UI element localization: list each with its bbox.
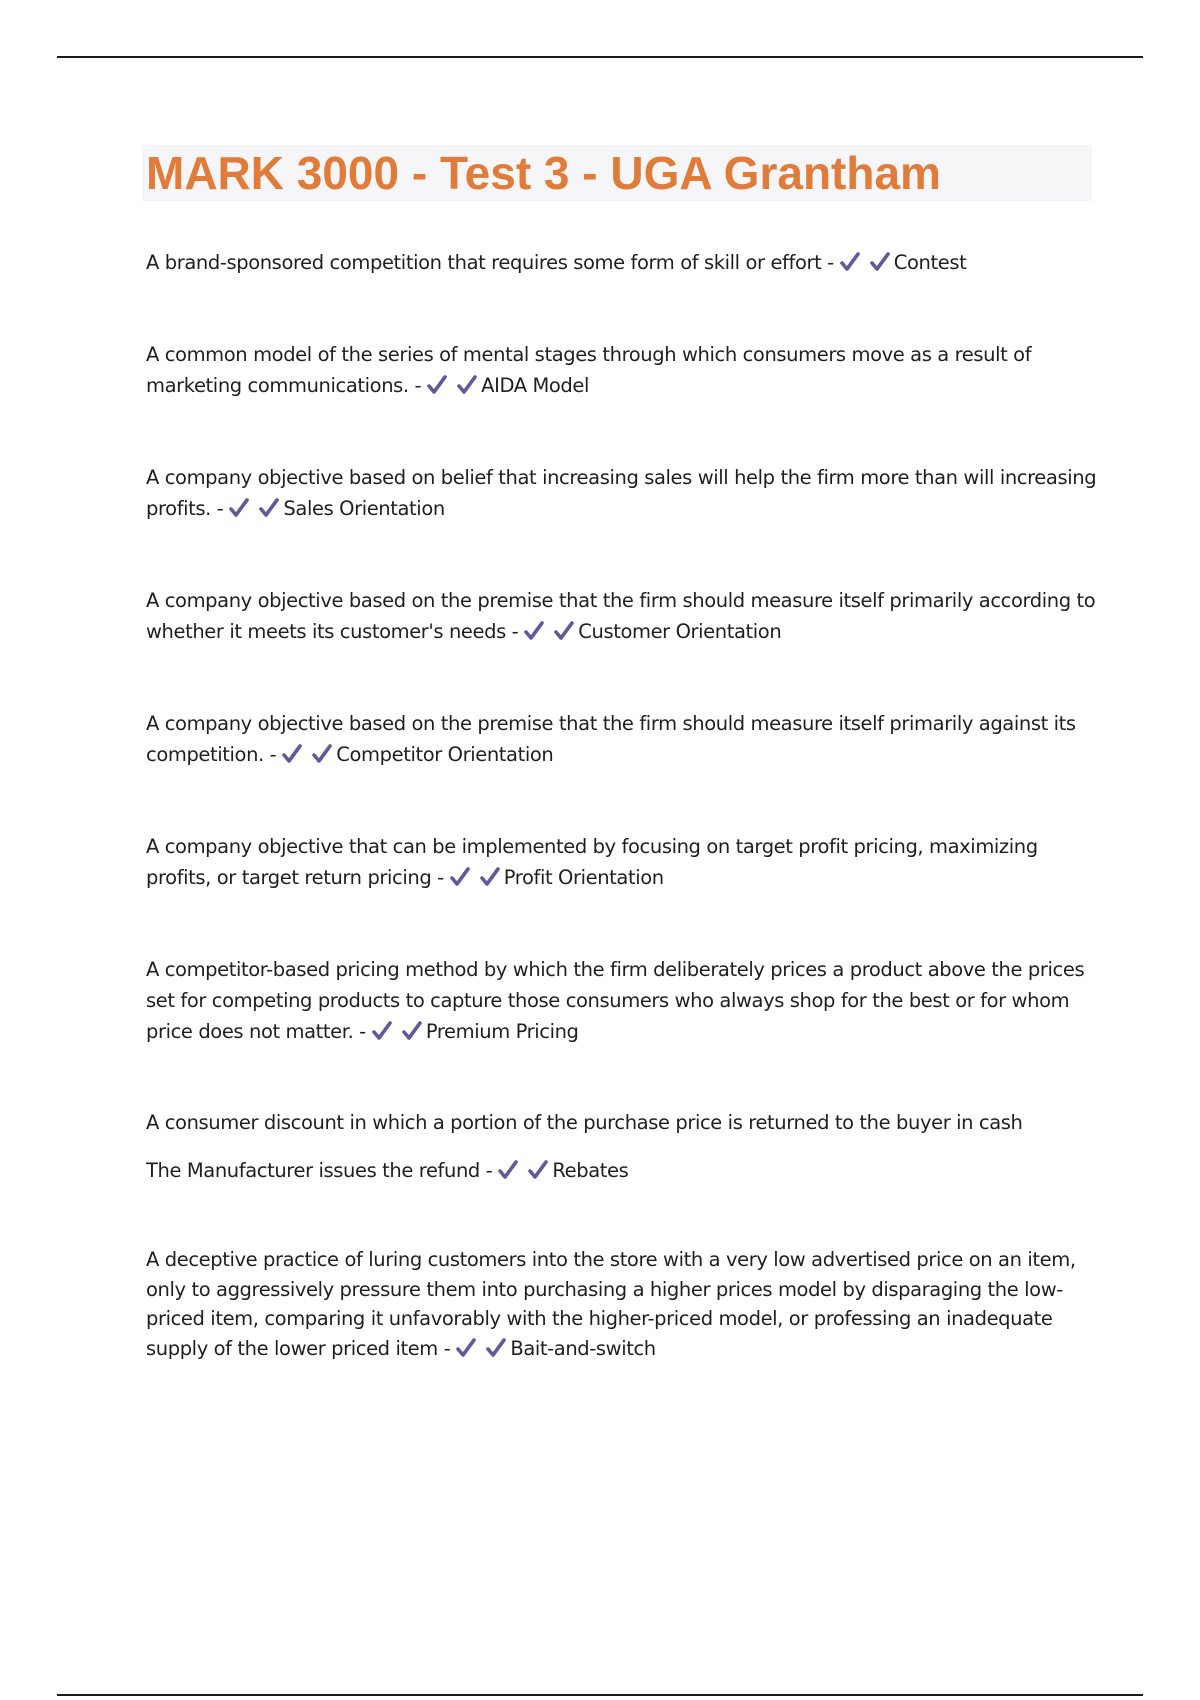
answer-text: Competitor Orientation (336, 743, 554, 766)
double-check-icon (498, 1160, 550, 1180)
question-text: A deceptive practice of luring customers into the store with a very low advertised price on an item, only to aggressively pressure them into purchasing a higher prices model by disparaging the low-priced item, comparing it unfavorably with the higher-priced model, or professing an inadequate supply of the lower priced item - (146, 1248, 1076, 1360)
double-check-icon (456, 1338, 508, 1358)
question-text: A company objective based on the premise that the firm should measure itself primarily against its competition. - (146, 712, 1076, 766)
question-text: A brand-sponsored competition that requires some form of skill or effort - (146, 251, 834, 274)
answer-text: Sales Orientation (283, 497, 445, 520)
qa-item-8 (146, 1107, 1101, 1186)
question-text: A company objective based on the premise that the firm should measure itself primarily according to whether it meets its customer's needs - (146, 589, 1096, 643)
qa-item-9 (146, 1245, 1101, 1363)
top-rule (57, 56, 1143, 58)
double-check-icon (427, 375, 479, 395)
double-check-icon (840, 252, 892, 272)
question-text: A common model of the series of mental stages through which consumers move as a result of marketing communications. - (146, 343, 1032, 397)
document-title: MARK 3000 - Test 3 - UGA Grantham (146, 147, 941, 199)
double-check-icon (282, 744, 334, 764)
double-check-icon (372, 1021, 424, 1041)
answer-text: Rebates (552, 1159, 629, 1182)
answer-text: Customer Orientation (578, 620, 782, 643)
double-check-icon (524, 621, 576, 641)
answer-text: Bait-and-switch (510, 1336, 656, 1360)
bottom-rule (57, 1694, 1143, 1696)
question-text: A company objective based on belief that increasing sales will help the firm more than will increasing profits. - (146, 466, 1097, 520)
question-text: A company objective that can be implemented by focusing on target profit pricing, maximizing profits, or target return pricing - (146, 835, 1038, 889)
question-line: A consumer discount in which a portion of the purchase price is returned to the buyer in cash (146, 1111, 1023, 1134)
qa-item-7 (146, 954, 1101, 1047)
qa-item-2 (146, 339, 1101, 401)
answer-text: Profit Orientation (503, 866, 664, 889)
double-check-icon (229, 498, 281, 518)
double-check-icon (450, 867, 502, 887)
answer-text: Contest (893, 251, 967, 274)
question-text: The Manufacturer issues the refund - (146, 1159, 493, 1182)
answer-text: AIDA Model (481, 374, 590, 397)
qa-item-3 (146, 462, 1101, 524)
qa-item-4 (146, 585, 1101, 647)
question-text: A competitor-based pricing method by which the firm deliberately prices a product above the prices set for competing products to capture those consumers who always shop for the best or for whom price does not matter. - (146, 958, 1085, 1043)
qa-item-5 (146, 708, 1101, 770)
qa-item-6 (146, 831, 1101, 893)
qa-item-1 (146, 247, 1101, 278)
answer-text: Premium Pricing (425, 1020, 579, 1043)
